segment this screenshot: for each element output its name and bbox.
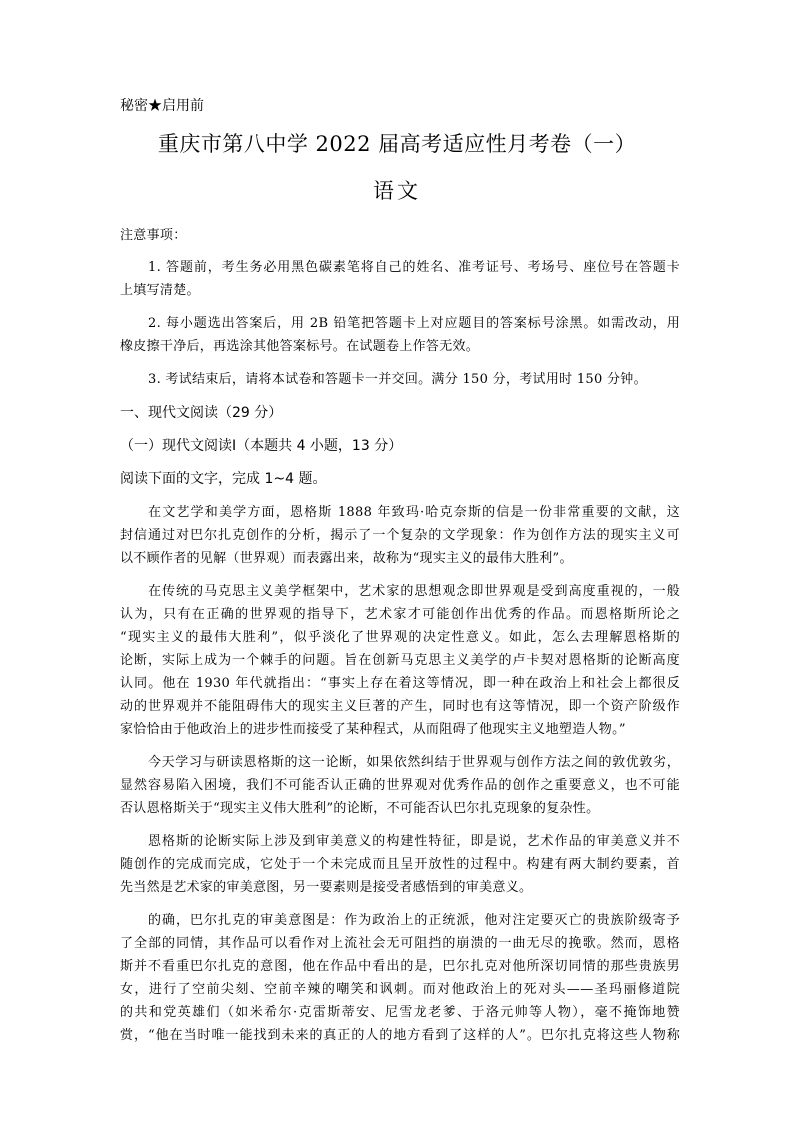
confidential-mark: 秘密★启用前 <box>120 98 204 114</box>
notice-item-2 <box>120 312 680 331</box>
p2-line-5: 认同。他在 1930 年代就指出：“事实上存在着这等情况，即一种在政治上和社会上都很反 <box>120 676 680 691</box>
p2-line-3: “现实主义的最伟大胜利”，似乎淡化了世界观的决定性意义。如此，怎么去理解恩格斯的 <box>120 630 680 645</box>
p5-line-2: 了全部的同情，其作品可以看作对上流社会无可阻挡的崩溃的一曲无尽的挽歌。然而，恩格 <box>120 936 680 951</box>
p5-line-3: 斯并不看重巴尔扎克的意图，他在作品中看出的是，巴尔扎克对他所深切同情的那些贵族男 <box>120 959 680 974</box>
p2-line-4: 论断，实际上成为一个棘手的问题。旨在创新马克思主义美学的卢卡契对恩格斯的论断高度 <box>120 653 680 668</box>
p2-line-7: 家恰恰由于他政治上的进步性而接受了某种程式，从而阻碍了他现实主义地塑造人物。” <box>120 722 626 737</box>
p3-line-2: 显然容易陷入困境，我们不可能否认正确的世界观对优秀作品的创作之重要意义，也不可能 <box>120 778 680 793</box>
p2-line-2: 认为，只有在正确的世界观的指导下，艺术家才可能创作出优秀的作品。而恩格斯所论之 <box>120 607 680 622</box>
notice-item-1-cont: 上填写清楚。 <box>120 283 200 298</box>
p5-line-1: 的确，巴尔扎克的审美意图是：作为政治上的正统派，他对注定要灭亡的贵族阶级寄予 <box>148 913 680 928</box>
p1-line-1: 在文艺学和美学方面，恩格斯 1888 年致玛·哈克奈斯的信是一份非常重要的文献，这 <box>148 505 680 520</box>
p4-line-3: 先当然是艺术家的审美意图，另一要素则是接受者感悟到的审美意义。 <box>120 880 533 895</box>
p4-line-2: 随创作的完成而完成，它处于一个未完成而且呈开放性的过程中。构建有两大制约要素，首 <box>120 857 680 872</box>
p1-line-2: 封信通过对巴尔扎克创作的分析，揭示了一个复杂的文学现象：作为创作方法的现实主义可 <box>120 528 680 543</box>
p5-line-5: 的共和党英雄们（如米希尔·克雷斯蒂安、尼雪龙老爹、于洛元帅等人物），毫不掩饰地赞 <box>120 1005 680 1020</box>
p3-line-1: 今天学习与研读恩格斯的这一论断，如果依然纠结于世界观与创作方法之间的敦优敦劣， <box>148 755 680 770</box>
p3-line-3: 否认恩格斯关于“现实主义伟大胜利”的论断，不可能否认巴尔扎克现象的复杂性。 <box>120 801 600 816</box>
p2-line-6: 动的世界观并不能阻碍伟大的现实主义巨著的产生，同时也有这等情况，即一个资产阶级作 <box>120 699 680 714</box>
reading-instruction: 阅读下面的文字，完成 1~4 题。 <box>120 471 327 487</box>
p4-line-1: 恩格斯的论断实际上涉及到审美意义的构建性特征，即是说，艺术作品的审美意义并不 <box>148 834 680 849</box>
section-heading: 一、现代文阅读（29 分） <box>120 405 283 421</box>
subsection-heading: （一）现代文阅读Ⅰ（本题共 4 小题，13 分） <box>120 438 403 454</box>
p5-line-4: 女，进行了空前尖刻、空前辛辣的嘲笑和讽刺。而对他政治上的死对头——圣玛丽修道院 <box>120 982 680 997</box>
p2-line-1: 在传统的马克思主义美学框架中，艺术家的思想观念即世界观是受到高度重视的，一般 <box>148 584 680 599</box>
notice-item-1 <box>120 256 680 275</box>
notice-item-2-cont: 橡皮擦干净后，再选涂其他答案标号。在试题卷上作答无效。 <box>120 339 480 354</box>
notice-item-2-line-1: 2. 每小题选出答案后，用 2B 铅笔把答题卡上对应题目的答案标号涂黑。如需改动，用 <box>148 316 680 331</box>
notice-item-1-line-1: 1. 答题前，考生务必用黑色碳素笔将自己的姓名、准考证号、考场号、座位号在答题卡 <box>148 260 680 275</box>
subject-title: 语文 <box>373 179 421 203</box>
exam-title: 重庆市第八中学 2022 届高考适应性月考卷（一） <box>157 132 637 156</box>
notice-item-3: 3. 考试结束后，请将本试卷和答题卡一并交回。满分 150 分，考试用时 150 分钟。 <box>148 372 647 387</box>
p5-line-6: 赏，“他在当时唯一能找到未来的真正的人的地方看到了这样的人”。巴尔扎克将这些人物称 <box>120 1028 680 1043</box>
notice-heading: 注意事项： <box>120 228 187 243</box>
p1-line-3: 以不顾作者的见解（世界观）而表露出来，故称为“现实主义的最伟大胜利”。 <box>120 551 573 566</box>
